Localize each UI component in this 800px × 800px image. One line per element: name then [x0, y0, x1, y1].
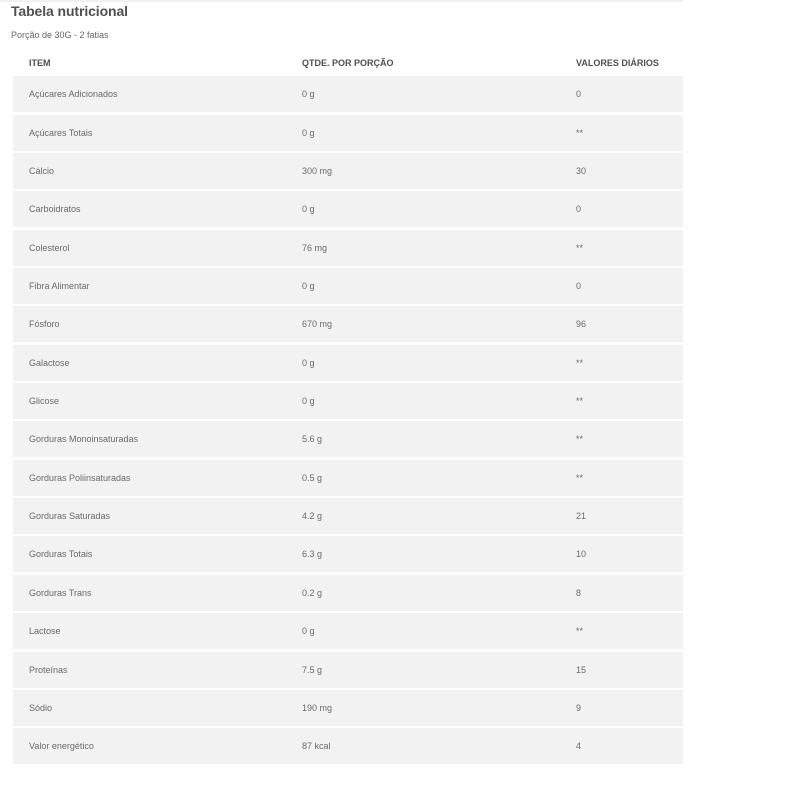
column-header-quantity: QTDE. POR PORÇÃO [302, 58, 394, 68]
row-daily-value: ** [576, 127, 584, 138]
row-item: Valor energético [29, 741, 94, 752]
row-quantity: 76 mg [302, 242, 328, 253]
row-daily-value: ** [576, 626, 584, 637]
table-row [13, 536, 683, 572]
row-daily-value: 15 [576, 664, 587, 675]
row-quantity: 0.5 g [302, 472, 323, 483]
row-item: Açúcares Adicionados [29, 89, 118, 100]
row-item: Gorduras Totais [29, 549, 93, 560]
row-quantity: 0.2 g [302, 587, 323, 598]
row-item: Gorduras Monoinsaturadas [29, 434, 139, 445]
table-row [13, 230, 683, 266]
row-quantity: 190 mg [302, 702, 333, 713]
row-item: Gorduras Saturadas [29, 511, 111, 522]
table-row [13, 690, 683, 726]
row-daily-value: 0 [576, 204, 582, 215]
row-daily-value: 30 [576, 166, 587, 177]
row-quantity: 0 g [302, 396, 315, 407]
row-quantity: 670 mg [302, 319, 333, 330]
table-row [13, 613, 683, 649]
portion-subtitle: Porção de 30G - 2 fatias [11, 30, 109, 40]
row-item: Sódio [29, 702, 53, 713]
row-daily-value: 8 [576, 587, 582, 598]
row-item: Fósforo [29, 319, 60, 330]
row-quantity: 0 g [302, 127, 315, 138]
page-title: Tabela nutricional [11, 3, 128, 19]
row-quantity: 5.6 g [302, 434, 323, 445]
row-quantity: 0 g [302, 626, 315, 637]
table-row [13, 652, 683, 688]
row-quantity: 300 mg [302, 166, 333, 177]
row-daily-value: 4 [576, 741, 582, 752]
row-daily-value: 0 [576, 281, 582, 292]
table-row [13, 268, 683, 304]
row-daily-value: 0 [576, 89, 582, 100]
column-header-item: ITEM [29, 58, 51, 68]
table-row [13, 498, 683, 534]
row-quantity: 4.2 g [302, 511, 323, 522]
table-row [13, 76, 683, 112]
row-quantity: 6.3 g [302, 549, 323, 560]
row-quantity: 0 g [302, 204, 315, 215]
table-header [13, 52, 683, 74]
table-row [13, 383, 683, 419]
row-item: Proteínas [29, 664, 68, 675]
row-quantity: 0 g [302, 281, 315, 292]
row-daily-value: 96 [576, 319, 587, 330]
table-row [13, 115, 683, 151]
table-row [13, 575, 683, 611]
row-quantity: 0 g [302, 357, 315, 368]
row-quantity: 87 kcal [302, 741, 331, 752]
nutrition-table [13, 52, 683, 764]
top-divider [0, 0, 683, 2]
table-row [13, 460, 683, 496]
row-item: Açúcares Totais [29, 127, 93, 138]
row-daily-value: ** [576, 434, 584, 445]
row-daily-value: ** [576, 396, 584, 407]
table-row [13, 153, 683, 189]
row-daily-value: 21 [576, 511, 587, 522]
row-item: Lactose [29, 626, 61, 637]
row-daily-value: 10 [576, 549, 587, 560]
row-item: Gorduras Poliinsaturadas [29, 472, 131, 483]
column-header-daily-values: VALORES DIÁRIOS [576, 58, 659, 68]
row-item: Glicose [29, 396, 60, 407]
table-row [13, 421, 683, 457]
table-row [13, 345, 683, 381]
table-row [13, 191, 683, 227]
row-item: Gorduras Trans [29, 587, 92, 598]
row-item: Galactose [29, 357, 70, 368]
row-daily-value: ** [576, 357, 584, 368]
row-daily-value: 9 [576, 702, 582, 713]
row-quantity: 7.5 g [302, 664, 323, 675]
row-item: Cálcio [29, 166, 55, 177]
row-daily-value: ** [576, 472, 584, 483]
row-item: Colesterol [29, 242, 70, 253]
table-row [13, 728, 683, 764]
row-quantity: 0 g [302, 89, 315, 100]
row-item: Carboidratos [29, 204, 81, 215]
row-daily-value: ** [576, 242, 584, 253]
row-item: Fibra Alimentar [29, 281, 90, 292]
table-row [13, 306, 683, 342]
